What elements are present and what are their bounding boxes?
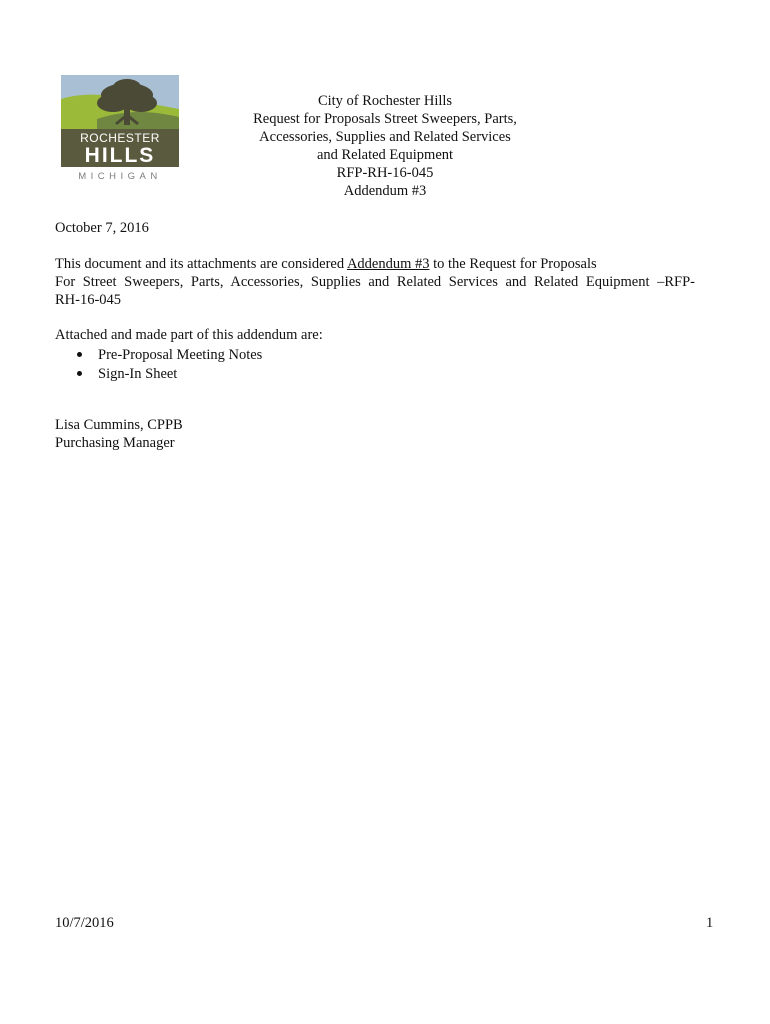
rochester-hills-logo-graphic <box>57 73 183 183</box>
footer-date: 10/7/2016 <box>55 915 114 931</box>
body-line-1 <box>55 255 695 273</box>
addendum-reference: Addendum #3 <box>346 256 430 272</box>
page-number: 1 <box>706 915 714 931</box>
header-city: City of Rochester Hills <box>317 93 453 109</box>
city-logo <box>57 73 183 183</box>
body-paragraph <box>55 255 695 309</box>
attachment-label: Pre-Proposal Meeting Notes <box>98 346 263 363</box>
body-line-2: For Street Sweepers, Parts, Accessories, Supplies and Related Services and Related Equipment –RFP- <box>55 274 695 290</box>
attachment-label: Sign-In Sheet <box>98 365 178 382</box>
list-item <box>55 364 262 383</box>
header-addendum: Addendum #3 <box>343 183 427 199</box>
header-rfp-number: RFP-RH-16-045 <box>336 165 434 181</box>
document-date: October 7, 2016 <box>55 220 149 236</box>
logo-text-hills: HILLS <box>84 144 156 167</box>
bullet-icon <box>77 352 82 357</box>
header-rfp-title-2: Accessories, Supplies and Related Services <box>259 129 511 145</box>
signer-title: Purchasing Manager <box>55 435 175 451</box>
header-rfp-title-3: and Related Equipment <box>316 147 454 163</box>
logo-text-michigan: MICHIGAN <box>78 171 162 182</box>
signer-name: Lisa Cummins, CPPB <box>55 417 183 433</box>
body-text-part2: to the Request for Proposals <box>429 256 597 272</box>
attachments-intro: Attached and made part of this addendum are: <box>55 327 323 343</box>
header-rfp-title-1: Request for Proposals Street Sweepers, Parts, <box>253 111 517 127</box>
body-text-part1: This document and its attachments are considered <box>55 256 347 272</box>
attachments-list <box>55 345 262 383</box>
document-header <box>200 92 570 200</box>
list-item <box>55 345 262 364</box>
bullet-icon <box>77 371 82 376</box>
body-line-3: RH-16-045 <box>55 292 122 308</box>
signature-block <box>55 416 183 452</box>
logo-text-rochester: ROCHESTER <box>80 131 160 145</box>
